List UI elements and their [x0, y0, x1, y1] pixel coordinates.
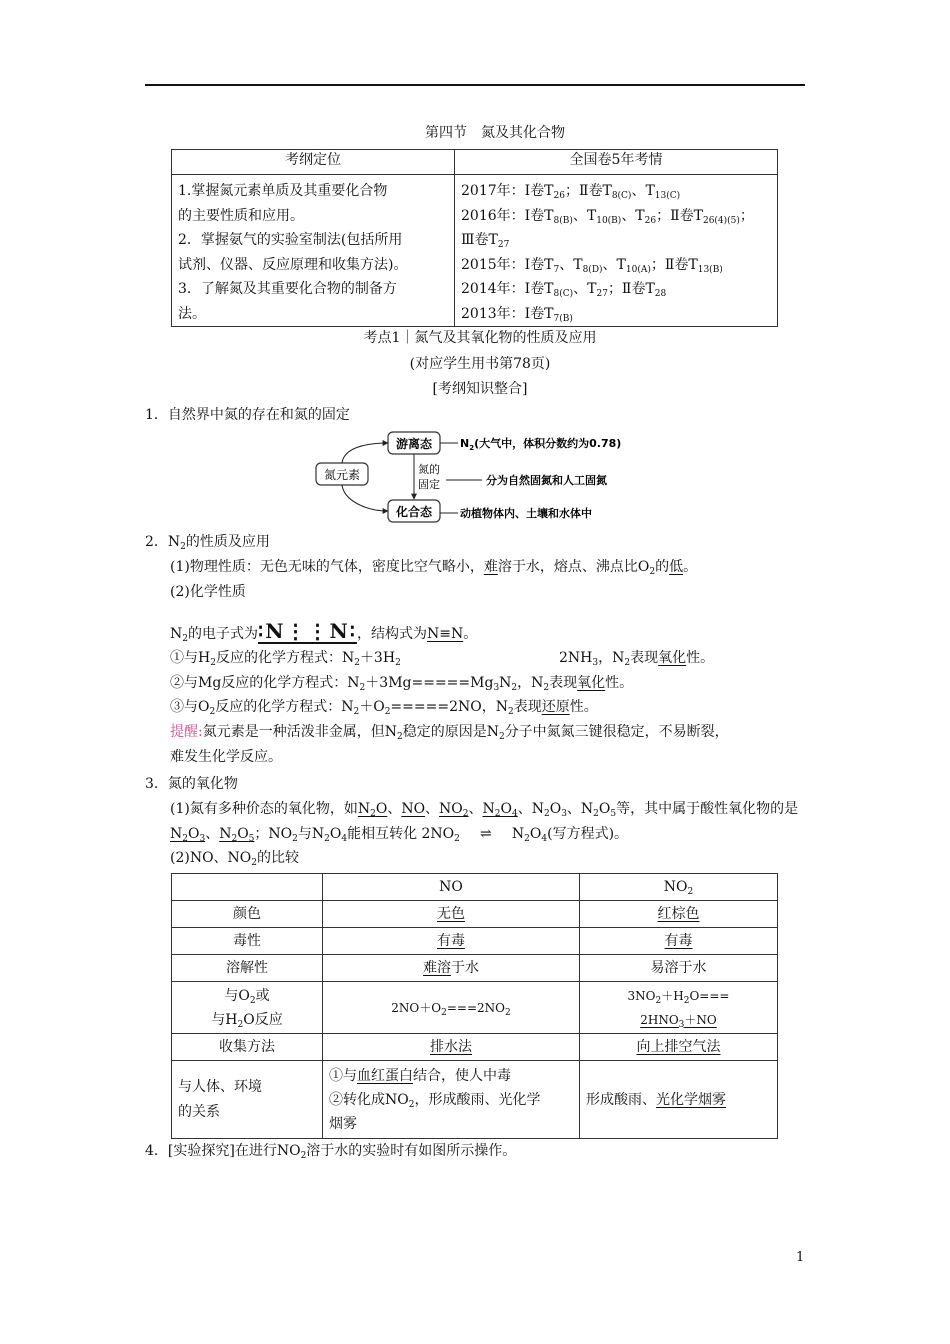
no-solubility: 难溶于水	[323, 955, 580, 982]
syllabus-left-cell	[172, 175, 455, 327]
syllabus-left-line: 2．掌握氨气的实验室制法(包括所用	[178, 232, 403, 248]
electron-formula: ∶N⋮⋮N∶	[257, 619, 357, 643]
no-environment: ①与血红蛋白结合，使人中毒 ②转化成$NO_2$，形成酸雨、光化学 烟雾	[323, 1061, 580, 1139]
nitrogen-diagram	[310, 428, 640, 528]
kaodian-title: 考点1｜氮气及其氧化物的性质及应用	[363, 330, 597, 346]
head-no2: $NO_2$	[580, 874, 778, 901]
exam-row-2015: 2015年：Ⅰ卷$T_7$、$T_{8(D)}$、$T_{10(A)}$；Ⅱ卷$T_{13(B)}$	[461, 256, 723, 275]
s2-title: 2．$N_2$的性质及应用	[145, 534, 270, 552]
row-label-color: 颜色	[172, 901, 323, 928]
kaodian-ref: (对应学生用书第78页)	[409, 356, 551, 372]
tip-label: 提醒:	[170, 724, 203, 740]
syllabus-left-line: 3．了解氮及其重要化合物的制备方	[178, 281, 397, 297]
top-label: 游离态	[395, 437, 433, 451]
oxides-line-2: $N_2O_3$、$N_2O_5$；$NO_2$与$N_2O_4$能相互转化 $2NO_2$ ⇌ $N_2O_4$(写方程式)。	[170, 826, 629, 844]
reaction-o2: ③与$O_2$反应的化学方程式：$N_2+O_2=====2NO$，$N_2$表现还原性。	[170, 699, 598, 717]
right-mid-text: 分为自然固氮和人工固氮	[486, 474, 607, 487]
s1-title: 1．自然界中氮的存在和氮的固定	[145, 407, 350, 423]
head-no: NO	[323, 874, 580, 901]
row-label-solubility: 溶解性	[172, 955, 323, 982]
tip-line-2: 难发生化学反应。	[170, 749, 282, 765]
s2-physical: (1)物理性质：无色无味的气体，密度比空气略小，难溶于水，熔点、沸点比$O_2$的低。	[170, 559, 698, 577]
row-label-toxicity: 毒性	[172, 928, 323, 955]
exam-row-2014: 2014年：Ⅰ卷$T_{8(C)}$、$T_{27}$；Ⅱ卷$T_{28}$	[461, 281, 667, 299]
syllabus-table	[171, 149, 778, 327]
arrow-to-free	[342, 443, 388, 463]
row-label-collection: 收集方法	[172, 1034, 323, 1061]
arrow-to-combined	[342, 485, 388, 511]
row-label-environment: 与人体、环境 的关系	[172, 1061, 323, 1139]
comparison-title: (2)NO、$NO_2$的比较	[170, 850, 300, 868]
syllabus-left-line: 法。	[178, 305, 206, 322]
no-collection: 排水法	[323, 1034, 580, 1061]
exam-row-2016: 2016年：Ⅰ卷$T_{8(B)}$、$T_{10(B)}$、$T_{26}$；Ⅱ卷$T_{26(4)(5)}$；	[461, 207, 754, 226]
oxides-line-1: (1)氮有多种价态的氧化物，如$N_2O$、NO、$NO_2$、$N_2O_4$、$N_2O_3$、$N_2O_5$等，其中属于酸性氧化物的是	[170, 801, 799, 819]
right-top-text: $N_2$(大气中，体积分数约为0.78)	[460, 437, 622, 452]
syllabus-left-line: 1.掌握氮元素单质及其重要化合物	[178, 183, 388, 199]
syllabus-head-left: 考纲定位	[172, 150, 455, 175]
corner-cell	[172, 874, 323, 901]
exam-row-2017: 2017年：Ⅰ卷$T_{26}$；Ⅱ卷$T_{8(C)}$、$T_{13(C)}$	[461, 183, 681, 201]
reaction-h2: ①与$H_2$反应的化学方程式：$N_2+3H_2$	[170, 650, 401, 668]
page-number: 1	[796, 1250, 805, 1265]
electron-formula-line: $N_2$的电子式为∶N⋮⋮N∶，结构式为N≡N。	[170, 619, 478, 644]
tip-line-1: 提醒:氮元素是一种活泼非金属，但$N_2$稳定的原因是$N_2$分子中氮氮三键很稳定，不易断裂，	[170, 724, 729, 742]
exam-row-2016-cont: Ⅲ卷$T_{27}$	[461, 232, 510, 250]
header-rule	[145, 84, 805, 86]
no2-solubility: 易溶于水	[580, 955, 778, 982]
reaction-h2-result: $2NH_3$，$N_2$表现氧化性。	[559, 650, 715, 668]
bottom-label: 化合态	[395, 505, 433, 519]
no-color: 无色	[323, 901, 580, 928]
no2-reaction: $3NO_2+H_2O===$ $2HNO_3+NO$	[580, 982, 778, 1034]
s4-text: 4．[实验探究]在进行$NO_2$溶于水的实验时有如图所示操作。	[145, 1143, 517, 1161]
no2-toxicity: 有毒	[580, 928, 778, 955]
no2-environment: 形成酸雨、光化学烟雾	[580, 1061, 778, 1139]
section-title: 第四节 氮及其化合物	[425, 125, 565, 141]
equilibrium-arrow: ⇌	[480, 826, 492, 842]
exam-row-2013: 2013年：Ⅰ卷$T_{7(B)}$	[461, 305, 573, 324]
syllabus-left-line: 试剂、仪器、反应原理和收集方法)。	[178, 256, 408, 273]
right-bottom-text: 动植物体内、土壤和水体中	[460, 507, 592, 520]
center-label: 氮元素	[323, 468, 361, 482]
no2-collection: 向上排空气法	[580, 1034, 778, 1061]
fixation-label-1: 氮的	[418, 463, 440, 476]
no-comparison-table	[171, 873, 778, 1139]
reaction-mg: ②与Mg反应的化学方程式：$N_2+3Mg=====Mg_3N_2$，$N_2$表现氧化性。	[170, 675, 634, 693]
no2-color: 红棕色	[580, 901, 778, 928]
s2-chemical: (2)化学性质	[170, 584, 246, 600]
syllabus-right-cell	[455, 175, 778, 327]
fixation-label-2: 固定	[418, 478, 440, 491]
s3-title: 3．氮的氧化物	[145, 776, 238, 792]
no-reaction: $2NO+O_2===2NO_2$	[323, 982, 580, 1034]
syllabus-left-line: 的主要性质和应用。	[178, 207, 304, 224]
syllabus-head-right: 全国卷5年考情	[455, 150, 778, 175]
row-label-reaction: 与$O_2$或 与$H_2O$反应	[172, 982, 323, 1034]
no-toxicity: 有毒	[323, 928, 580, 955]
kaodian-sub: [考纲知识整合]	[432, 381, 528, 397]
